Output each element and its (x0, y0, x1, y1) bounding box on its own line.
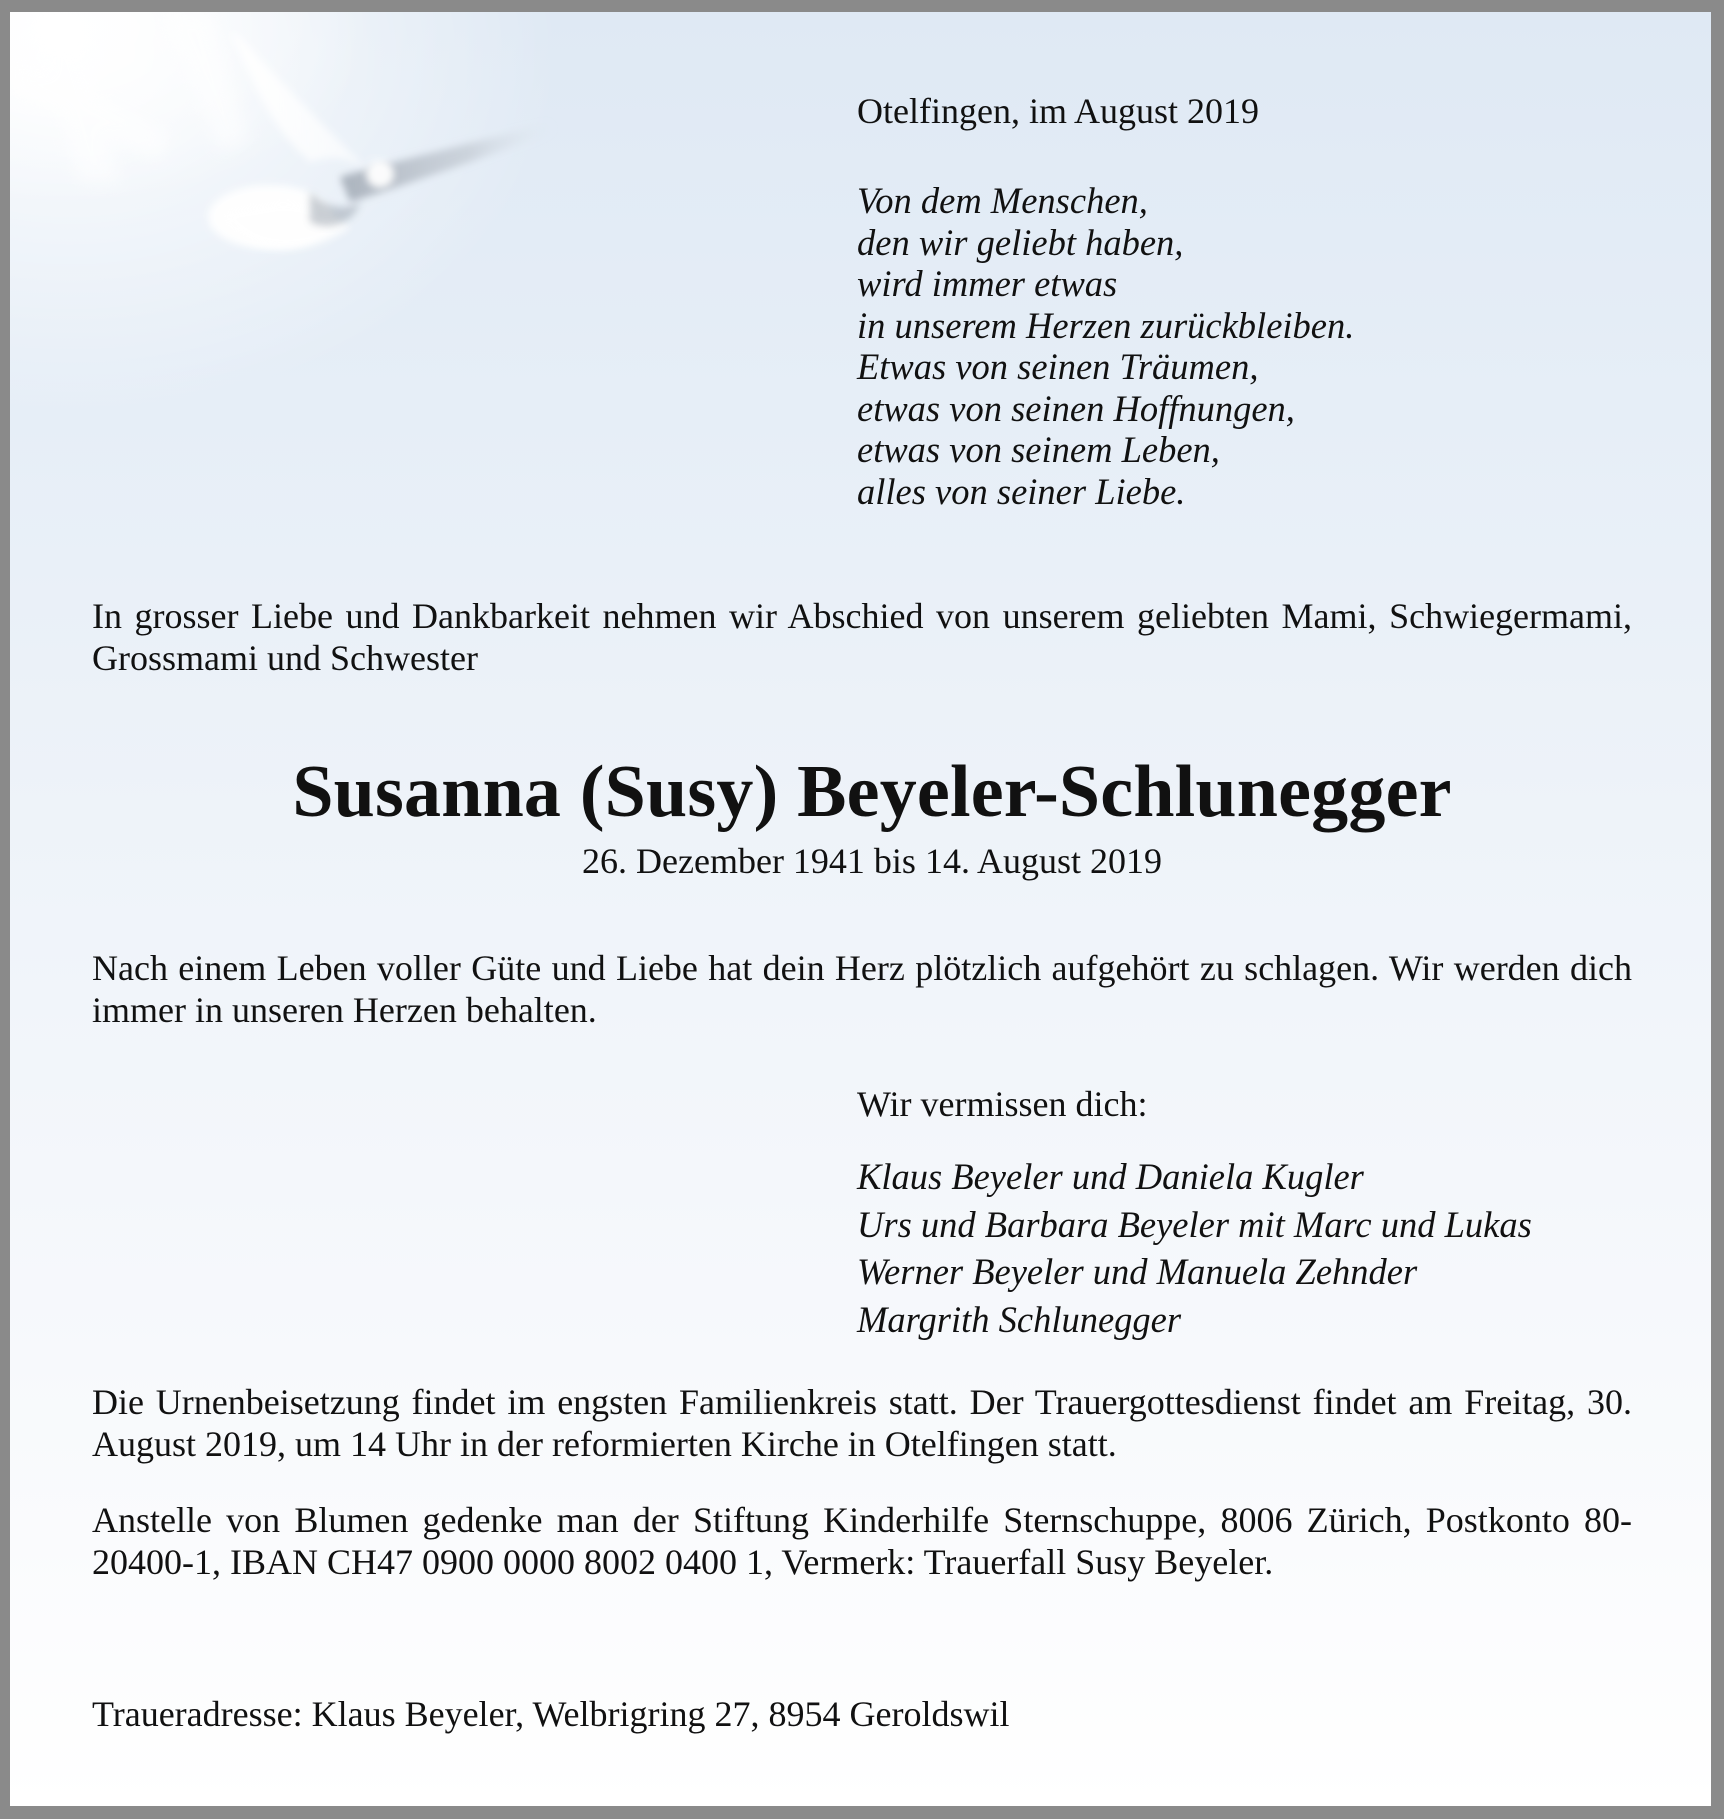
mourners-heading: Wir vermissen dich: (857, 1084, 1148, 1124)
mourner-name: Klaus Beyeler und Daniela Kugler (857, 1156, 1364, 1197)
message-text: Nach einem Leben voller Güte und Liebe hat dein Herz plötzlich aufgehört zu schlagen. Wir werden dich immer in unseren Herzen behalten. (92, 948, 1632, 1030)
poem-line: Etwas von seinen Träumen, (857, 346, 1259, 387)
mourner-name: Werner Beyeler und Manuela Zehnder (857, 1251, 1418, 1292)
intro-text: In grosser Liebe und Dankbarkeit nehmen wir Abschied von unserem geliebten Mami, Schwiegermami, Grossmami und Schwester (92, 596, 1632, 678)
poem-line: Von dem Menschen, (857, 180, 1148, 221)
poem-line: den wir geliebt haben, (857, 221, 1184, 263)
service-text: Die Urnenbeisetzung findet im engsten Familienkreis statt. Der Trauergottesdienst findet am Freitag, 30. August 2019, um 14 Uhr in der reformierten Kirche in Otelfingen statt. (92, 1382, 1632, 1464)
mourner-name: Margrith Schlunegger (857, 1298, 1182, 1340)
poem-line: in unserem Herzen zurückbleiben. (857, 304, 1355, 346)
poem-line: etwas von seinem Leben, (857, 429, 1220, 470)
deceased-name: Susanna (Susy) Beyeler-Schlunegger (292, 751, 1452, 833)
place-date: Otelfingen, im August 2019 (857, 91, 1259, 131)
white-dove-icon (10, 12, 710, 312)
mourners-list (857, 1153, 1532, 1343)
poem-line: etwas von seinen Hoffnungen, (857, 387, 1295, 429)
mourning-address: Traueradresse: Klaus Beyeler, Welbrigring 27, 8954 Geroldswil (92, 1694, 1010, 1734)
donation-text: Anstelle von Blumen gedenke man der Stiftung Kinderhilfe Sternschuppe, 8006 Zürich, Postkonto 80-20400-1, IBAN CH47 0900 0000 8002 0400 1, Vermerk: Trauerfall Susy Beyeler. (92, 1500, 1632, 1582)
poem-line: wird immer etwas (857, 263, 1118, 304)
life-dates: 26. Dezember 1941 bis 14. August 2019 (582, 841, 1162, 881)
obituary-page (10, 12, 1711, 1806)
poem (857, 180, 1354, 512)
poem-line: alles von seiner Liebe. (857, 470, 1186, 512)
mourner-name: Urs und Barbara Beyeler mit Marc und Lukas (857, 1203, 1532, 1245)
